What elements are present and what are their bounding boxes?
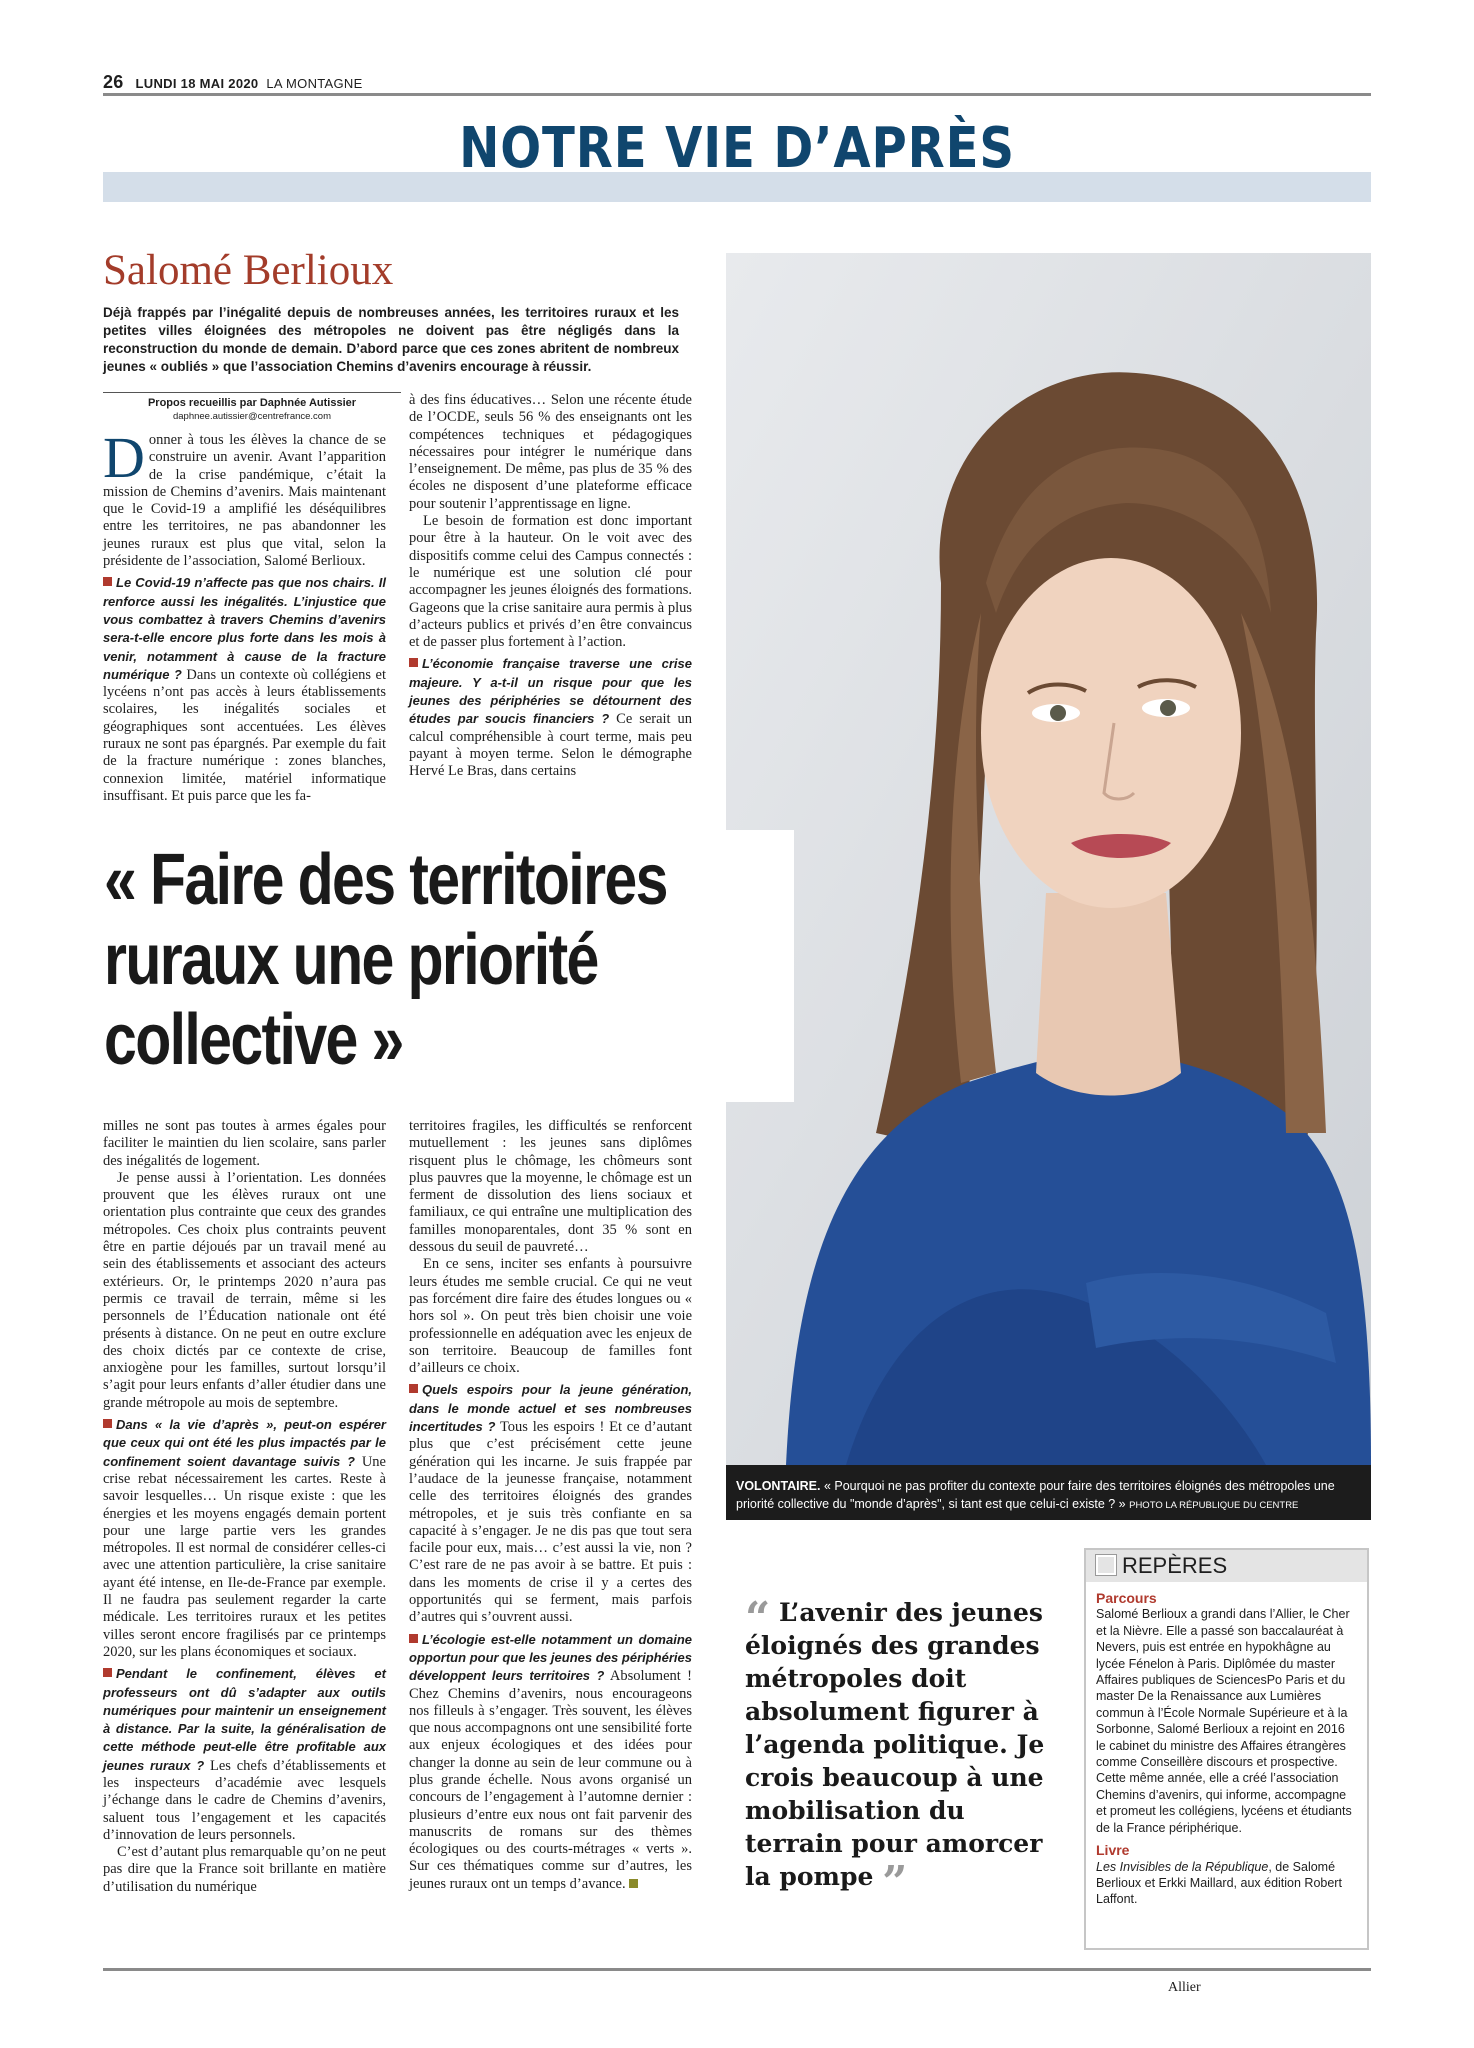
article-column-1 [103, 425, 386, 805]
question-marker-icon [103, 1668, 112, 1677]
question-marker-icon [409, 658, 418, 667]
article-column-2 [409, 392, 692, 781]
question-marker-icon [409, 1634, 418, 1643]
portrait-illustration [726, 253, 1371, 1465]
close-quote-icon: ” [882, 1857, 908, 1908]
question-marker-icon [409, 1384, 418, 1393]
footer-rule [103, 1968, 1371, 1971]
footer-region: Allier [1168, 1980, 1201, 1995]
question-marker-icon [103, 577, 112, 586]
qa-paragraph [103, 1665, 386, 1844]
square-icon [1096, 1555, 1116, 1575]
article-lead: Déjà frappés par l’inégalité depuis de nombreuses années, les territoires ruraux et les petites villes éloignées des métropoles ne doivent pas être négligés dans la reconstruction du monde de demain. D’abord parce que ces zones abritent de nombreux jeunes « oubliés » que l’association Chemins d’avenirs encourage à réussir. [103, 305, 679, 374]
livre-title: Livre [1096, 1842, 1130, 1859]
paragraph: territoires fragiles, les difficultés se renforcent mutuellement : les jeunes sans diplômes risquent plus le chômage, les chômeurs sont plus pauvres que la moyenne, le chômage est un ferment de dissolution des liens sociaux et familiaux, ce qui entraîne une multiplication des familles monoparentales, dont 35 % sont en dessous du seuil de pauvreté… [409, 1118, 692, 1256]
question: L’économie française traverse une crise majeure. Y a-t-il un risque pour que les jeunes des périphéries se détournent des études par soucis financiers ? [409, 656, 692, 727]
page-header [103, 72, 363, 93]
paragraph: Le besoin de formation est donc important pour être à la hauteur. On le voit avec des dispositifs comme celui des Campus connectés : le numérique est une solution clé pour accompagner les jeunes éloignés des formations. Gageons que la crise sanitaire aura permis à plus d’acteurs publics et privés d’en être convaincus et de passer plus fortement à l’action. [409, 513, 692, 651]
question: Pendant le confinement, élèves et professeurs ont dû s’adapter aux outils numériques pour maintenir un enseignement à distance. Par la suite, la généralisation de cette méthode peut-elle être profitable aux jeunes ruraux ? [103, 1666, 386, 1773]
newspaper-name: LA MONTAGNE [266, 76, 363, 91]
pull-quote-text: L’avenir des jeunes éloignés des grandes métropoles doit absolument figurer à l’agenda politique. Je crois beaucoup à une mobilisation du terrain pour amorcer la pompe [745, 1598, 1045, 1891]
headline-line: ruraux une priorité [104, 920, 598, 1000]
caption-text: « Pourquoi ne pas profiter du contexte pour faire des territoires éloignés des métropoles une priorité collective du "monde d’après", si tant est que celui-ci existe ? » [736, 1479, 1335, 1511]
caption-label: VOLONTAIRE. [736, 1479, 821, 1493]
question: Dans « la vie d’après », peut-on espérer que ceux qui ont été les plus impactés par le confinement soient davantage suivis ? [103, 1417, 386, 1469]
paragraph: Je pense aussi à l’orientation. Les données prouvent que les élèves ruraux ont une orientation plus contrainte que ceux des grandes métropoles. Ces choix plus contraints peuvent être en partie déjoués par un travail mené au sein des établissements et associant des acteurs extérieurs. Or, le printemps 2020 n’aura pas permis ce travail de terrain, même si les personnels de l’Éducation nationale ont été présents à distance. On ne peut en outre exclure des choix dictés par ce contexte de crise, anxiogène pour les familles, surtout lorsqu’il s’agit pour leurs enfants d’aller étudier dans une grande métropole au mois de septembre. [103, 1169, 386, 1411]
reperes-title: REPÈRES [1122, 1553, 1228, 1578]
question-marker-icon [103, 1419, 112, 1428]
question: Le Covid-19 n’affecte pas que nos chairs. Il renforce aussi les inégalités. L’injustice que vous combattez à travers Chemins d’avenirs sera-t-elle encore plus forte dans les mois à venir, notamment à cause de la fracture numérique ? [103, 575, 386, 682]
qa-paragraph [103, 1416, 386, 1661]
answer: Une crise rebat nécessairement les cartes. Reste à savoir lesquelles… Un risque existe : que les énergies et les moyens engagés demain portent pour une large partie vers les grandes métropoles. Il est normal de considérer celles-ci avec une attention particulière, la crise sanitaire ayant été intense, en Ile-de-France par exemple. Il ne faudra pas seulement regarder la carte médicale. Les territoires ruraux et les petites villes seront encore fragilisés par ce printemps 2020, sur les plans économiques et sociaux. [103, 1453, 386, 1660]
qa-paragraph [409, 1381, 692, 1626]
byline-email: daphnee.autissier@centrefrance.com [172, 411, 332, 422]
question: L’écologie est-elle notamment un domaine opportun pour que les jeunes des périphéries développent leurs territoires ? [409, 1631, 692, 1684]
open-quote-icon: “ [745, 1593, 771, 1644]
pull-quote [745, 1593, 1050, 1908]
byline-author: Propos recueillis par Daphnée Autissier [147, 397, 357, 409]
drop-cap: D [103, 425, 145, 490]
qa-paragraph [409, 1631, 692, 1893]
intro-paragraph: Donner à tous les élèves la chance de se construire un avenir. Avant l’apparition de la crise pandémique, c’était la mission de Chemins d’avenirs. Mais maintenant que le Covid-19 a amplifié les déséquilibres entre les territoires, ne pas abandonner les jeunes ruraux est plus que vital, selon la présidente de l’association, Salomé Berlioux. [103, 425, 386, 570]
livre-text: Les Invisibles de la République, de Salomé Berlioux et Erkki Maillard, aux édition Robert Laffont. [1096, 1859, 1342, 1907]
byline [103, 392, 401, 424]
paragraph: à des fins éducatives… Selon une récente étude de l’OCDE, seuls 56 % des enseignants ont les compétences techniques et pédagogiques nécessaires pour intégrer le numérique dans l’enseignement. De même, pas plus de 35 % des écoles ne disposent d’une plateforme efficace pour soutenir l’apprentissage en ligne. [409, 392, 692, 512]
question: Quels espoirs pour la jeune génération, dans le monde actuel et ses nombreuses incertitudes ? [409, 1382, 692, 1435]
issue-date: LUNDI 18 MAI 2020 [135, 76, 259, 91]
answer: Tous les espoirs ! Et ce d’autant plus que c’est précisément cette jeune génération qui les incarne. Je suis frappée par l’audace de la jeunesse française, notamment celle des territoires éloignés des grandes métropoles, et je suis très confiante en sa capacité à s’engager. Je ne dis pas que tout sera facile pour eux, mais… c’est aussi la vie, non ? C’est rare de ne pas avoir à se battre. Et puis : dans les moments de crise il y a certes des opportunités qui se ferment, mais parfois d’autres qui s’ouvrent aussi. [409, 1419, 692, 1626]
page-number: 26 [103, 72, 124, 92]
headline [90, 830, 794, 1102]
headline-line: collective » [104, 1000, 403, 1080]
answer: Les chefs d’établissements et les inspecteurs d’académie avec lesquels j’échange dans le cadre de Chemins d’avenirs, saluent tous l’engagement et les capacités d’innovation de leurs personnels. [103, 1757, 387, 1843]
headline-line: « Faire des territoires [104, 840, 667, 920]
reperes-header [1086, 1550, 1367, 1582]
paragraph: C’est d’autant plus remarquable qu’on ne peut pas dire que la France soit brillante en matière d’utilisation du numérique [103, 1844, 386, 1895]
section-title: NOTRE VIE D’APRÈS [459, 116, 1015, 181]
answer: Ce serait un calcul compréhensible à court terme, mais peu payant à moyen terme. Selon le démographe Hervé Le Bras, dans certains [409, 711, 692, 780]
photo-credit: PHOTO LA RÉPUBLIQUE DU CENTRE [1129, 1500, 1299, 1511]
parcours-title: Parcours [1096, 1590, 1157, 1606]
article-column-3 [103, 1118, 386, 1896]
answer: Absolument ! Chez Chemins d’avenirs, nous encourageons nos filleuls à s’engager. Très souvent, les élèves que nous accompagnons ont une sensibilité forte aux enjeux écologiques et des idées pour changer la donne au sein de leur commune ou à plus grande échelle. Nous avons organisé un concours de l’engagement à l’automne dernier : plusieurs d’entre eux nous ont fait parvenir des manuscrits de romans sur des thèmes écologiques ou des courts-métrages « verts ». Sur ces thématiques comme sur d’autres, les jeunes ruraux ont un temps d’avance. [409, 1668, 692, 1892]
book-title: Les Invisibles de la République [1096, 1859, 1269, 1874]
article-column-4 [409, 1118, 692, 1893]
qa-paragraph [409, 655, 692, 780]
end-mark-icon [629, 1879, 638, 1888]
reperes-body [1086, 1582, 1367, 1916]
portrait-photo [726, 253, 1371, 1465]
qa-paragraph [103, 574, 386, 805]
header-rule [103, 93, 1371, 96]
reperes-box [1084, 1548, 1369, 1950]
paragraph: milles ne sont pas toutes à armes égales pour faciliter le maintien du lien scolaire, sans parler des inégalités de logement. [103, 1118, 386, 1169]
answer: Dans un contexte où collégiens et lycéens n’ont pas accès à leurs établissements scolaires, les inégalités sociales et géographiques sont accentuées. Les élèves ruraux ne sont pas épargnés. Par exemple du fait de la fracture numérique : zones blanches, connexion limitée, matériel informatique insuffisant. Et puis parce que les fa- [103, 666, 386, 804]
photo-caption [726, 1465, 1371, 1520]
parcours-text: Salomé Berlioux a grandi dans l’Allier, le Cher et la Nièvre. Elle a passé son baccalauréat à Nevers, puis est entrée en hypokhâgne au lycée Fénelon à Paris. Diplômée du master Affaires publiques de SciencesPo Paris et du master De la Renaissance aux Lumières commun à l’École Normale Supérieure et à la Sorbonne, Salomé Berlioux a rejoint en 2016 le cabinet du ministre des Affaires étrangères comme Conseillère discours et prospective. Cette même année, elle a créé l’association Chemins d’avenirs, qui informe, accompagne et promeut les collégiens, lycéens et étudiants de la France périphérique. [1096, 1607, 1352, 1835]
paragraph: En ce sens, inciter ses enfants à poursuivre leurs études me semble crucial. Ce qui ne veut pas forcément dire faire des études longues ou « hors sol ». On peut très bien choisir une voie professionnelle en adéquation avec les enjeux de son territoire. Beaucoup de familles font d’ailleurs ce choix. [409, 1256, 692, 1377]
interviewee-name: Salomé Berlioux [103, 247, 394, 294]
